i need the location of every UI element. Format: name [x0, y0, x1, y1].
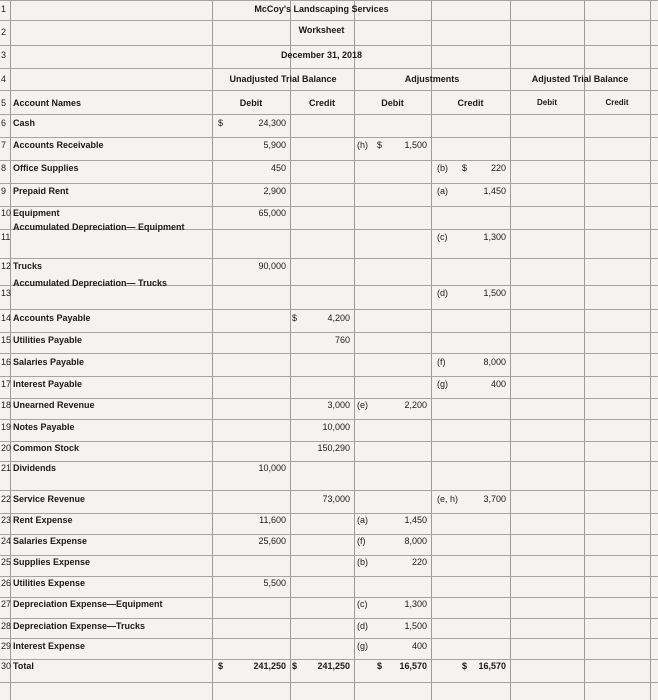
adj-debit-cell: 400: [411, 641, 427, 651]
utb-debit-cell: 90,000: [258, 261, 286, 271]
row-number: 23: [1, 515, 12, 525]
adj-credit-header: Credit: [457, 98, 484, 108]
grid-line: [0, 20, 658, 21]
grid-line: [0, 513, 658, 514]
grid-line: [0, 659, 658, 660]
account-name: Accumulated Depreciation— Trucks: [13, 278, 168, 288]
grid-line: [0, 618, 658, 619]
adj-credit-sign-cell: $: [462, 163, 468, 173]
atb-credit-header: Credit: [605, 98, 629, 107]
grid-line: [0, 258, 658, 259]
utb-debit-cell: 10,000: [258, 463, 286, 473]
grid-line: [0, 638, 658, 639]
row-number: 22: [1, 494, 12, 504]
adj-debit-cell: 2,200: [404, 400, 427, 410]
utb-debit-sign-cell: $: [218, 661, 224, 671]
account-name: Accounts Payable: [13, 313, 91, 323]
atb-debit-header: Debit: [537, 98, 557, 107]
account-name: Unearned Revenue: [13, 400, 95, 410]
grid-line: [0, 490, 658, 491]
grid-line: [0, 309, 658, 310]
grid-line: [0, 376, 658, 377]
utb-debit-cell: 25,600: [258, 536, 286, 546]
utb-credit-cell: 760: [334, 335, 350, 345]
utb-debit-cell: 450: [270, 163, 286, 173]
grid-line: [0, 45, 658, 46]
adj-debit-cell: 8,000: [404, 536, 427, 546]
adj-credit-ref-cell: (c): [437, 232, 448, 242]
grid-line: [0, 183, 658, 184]
row-number: 15: [1, 335, 12, 345]
grid-line: [0, 332, 658, 333]
adj-debit-ref-cell: (d): [357, 621, 368, 631]
row-number: 3: [1, 50, 7, 60]
row-number: 7: [1, 140, 7, 150]
group-adjustments: Adjustments: [404, 74, 460, 84]
adj-credit-ref-cell: (d): [437, 288, 448, 298]
account-name: Rent Expense: [13, 515, 73, 525]
utb-credit-header: Credit: [308, 98, 335, 108]
account-name: Notes Payable: [13, 422, 75, 432]
row-number: 24: [1, 536, 12, 546]
row-number: 6: [1, 118, 7, 128]
grid-line: [0, 114, 658, 115]
account-name: Accumulated Depreciation— Equipment: [13, 222, 185, 232]
account-name: Office Supplies: [13, 163, 79, 173]
adj-credit-ref-cell: (b): [437, 163, 448, 173]
utb-credit-cell: 3,000: [327, 400, 350, 410]
utb-credit-cell: 150,290: [317, 443, 350, 453]
adj-debit-cell: 1,450: [404, 515, 427, 525]
sheet-name: Worksheet: [298, 25, 345, 35]
group-adjusted: Adjusted Trial Balance: [531, 74, 629, 84]
grid-line: [0, 419, 658, 420]
utb-credit-cell: 4,200: [327, 313, 350, 323]
utb-debit-header: Debit: [239, 98, 263, 108]
adj-credit-cell: 1,300: [483, 232, 506, 242]
grid-line: [0, 90, 658, 91]
adj-debit-ref-cell: (g): [357, 641, 368, 651]
row-number: 8: [1, 163, 7, 173]
utb-credit-cell: 10,000: [322, 422, 350, 432]
utb-debit-cell: 5,900: [263, 140, 286, 150]
adj-credit-cell: 400: [490, 379, 506, 389]
adj-debit-ref-cell: (a): [357, 515, 368, 525]
adj-credit-cell: 1,450: [483, 186, 506, 196]
adj-credit-ref-cell: (e, h): [437, 494, 459, 504]
grid-line: [0, 398, 658, 399]
account-name: Trucks: [13, 261, 43, 271]
row-number: 30: [1, 661, 12, 671]
utb-credit-cell: 73,000: [322, 494, 350, 504]
row-number: 5: [1, 98, 7, 108]
adj-debit-cell: 220: [411, 557, 427, 567]
account-name: Depreciation Expense—Equipment: [13, 599, 163, 609]
row-number: 28: [1, 621, 12, 631]
utb-debit-cell: 11,600: [259, 515, 286, 525]
row-number: 17: [1, 379, 12, 389]
grid-line: [0, 441, 658, 442]
sheet-date: December 31, 2018: [280, 50, 363, 60]
adj-debit-sign-cell: $: [377, 661, 383, 671]
grid-line: [0, 206, 658, 207]
utb-credit-cell: 241,250: [317, 661, 350, 671]
adj-debit-cell: 16,570: [399, 661, 427, 671]
adj-credit-cell: 3,700: [483, 494, 506, 504]
utb-debit-cell: 65,000: [258, 208, 286, 218]
row-number: 20: [1, 443, 12, 453]
row-number: 26: [1, 578, 12, 588]
adj-credit-cell: 16,570: [478, 661, 506, 671]
row-number: 4: [1, 74, 7, 84]
adj-debit-ref-cell: (e): [357, 400, 368, 410]
account-name: Utilities Payable: [13, 335, 83, 345]
row-number: 18: [1, 400, 12, 410]
adj-debit-cell: 1,500: [404, 621, 427, 631]
account-name: Accounts Receivable: [13, 140, 104, 150]
adj-credit-cell: 8,000: [483, 357, 506, 367]
account-name: Supplies Expense: [13, 557, 91, 567]
adj-debit-ref-cell: (b): [357, 557, 368, 567]
grid-line: [0, 597, 658, 598]
row-number: 21: [1, 463, 12, 473]
account-names-header: Account Names: [13, 98, 82, 108]
grid-line: [0, 68, 658, 69]
adj-credit-ref-cell: (a): [437, 186, 448, 196]
utb-debit-cell: 24,300: [258, 118, 286, 128]
row-number: 27: [1, 599, 12, 609]
adj-debit-sign-cell: $: [377, 140, 383, 150]
adj-credit-cell: 220: [490, 163, 506, 173]
grid-line: [0, 461, 658, 462]
account-name: Interest Expense: [13, 641, 86, 651]
grid-line: [0, 137, 658, 138]
grid-line: [0, 576, 658, 577]
adj-debit-ref-cell: (f): [357, 536, 366, 546]
account-name: Utilities Expense: [13, 578, 86, 588]
adj-debit-ref-cell: (c): [357, 599, 368, 609]
adj-credit-cell: 1,500: [483, 288, 506, 298]
group-unadjusted: Unadjusted Trial Balance: [229, 74, 337, 84]
row-number: 19: [1, 422, 12, 432]
grid-line: [0, 0, 658, 1]
grid-line: [0, 353, 658, 354]
adj-credit-ref-cell: (f): [437, 357, 446, 367]
utb-debit-cell: 5,500: [263, 578, 286, 588]
row-number: 11: [1, 232, 11, 242]
account-name: Cash: [13, 118, 36, 128]
grid-line: [0, 682, 658, 683]
adj-debit-header: Debit: [381, 98, 404, 108]
adj-debit-cell: 1,300: [404, 599, 427, 609]
grid-line: [0, 555, 658, 556]
account-name: Salaries Payable: [13, 357, 85, 367]
row-number: 25: [1, 557, 12, 567]
adj-debit-cell: 1,500: [404, 140, 427, 150]
utb-debit-cell: 241,250: [253, 661, 286, 671]
row-number: 12: [1, 261, 12, 271]
row-number: 2: [1, 27, 7, 37]
adj-debit-ref-cell: (h): [357, 140, 368, 150]
account-name: Total: [13, 661, 34, 671]
utb-credit-sign-cell: $: [292, 313, 298, 323]
account-name: Common Stock: [13, 443, 80, 453]
account-name: Depreciation Expense—Trucks: [13, 621, 146, 631]
row-number: 29: [1, 641, 12, 651]
adj-credit-ref-cell: (g): [437, 379, 448, 389]
utb-debit-cell: 2,900: [263, 186, 286, 196]
utb-debit-sign-cell: $: [218, 118, 224, 128]
row-number: 9: [1, 186, 7, 196]
row-number: 13: [1, 288, 12, 298]
account-name: Interest Payable: [13, 379, 83, 389]
utb-credit-sign-cell: $: [292, 661, 298, 671]
account-name: Equipment: [13, 208, 60, 218]
row-number: 10: [1, 208, 12, 218]
account-name: Dividends: [13, 463, 57, 473]
account-name: Salaries Expense: [13, 536, 88, 546]
account-name: Service Revenue: [13, 494, 86, 504]
row-number: 16: [1, 357, 12, 367]
account-name: Prepaid Rent: [13, 186, 69, 196]
company-name: McCoy's Landscaping Services: [254, 4, 389, 14]
adj-credit-sign-cell: $: [462, 661, 468, 671]
row-number: 1: [1, 4, 7, 14]
row-number: 14: [1, 313, 12, 323]
grid-line: [0, 534, 658, 535]
grid-line: [0, 160, 658, 161]
